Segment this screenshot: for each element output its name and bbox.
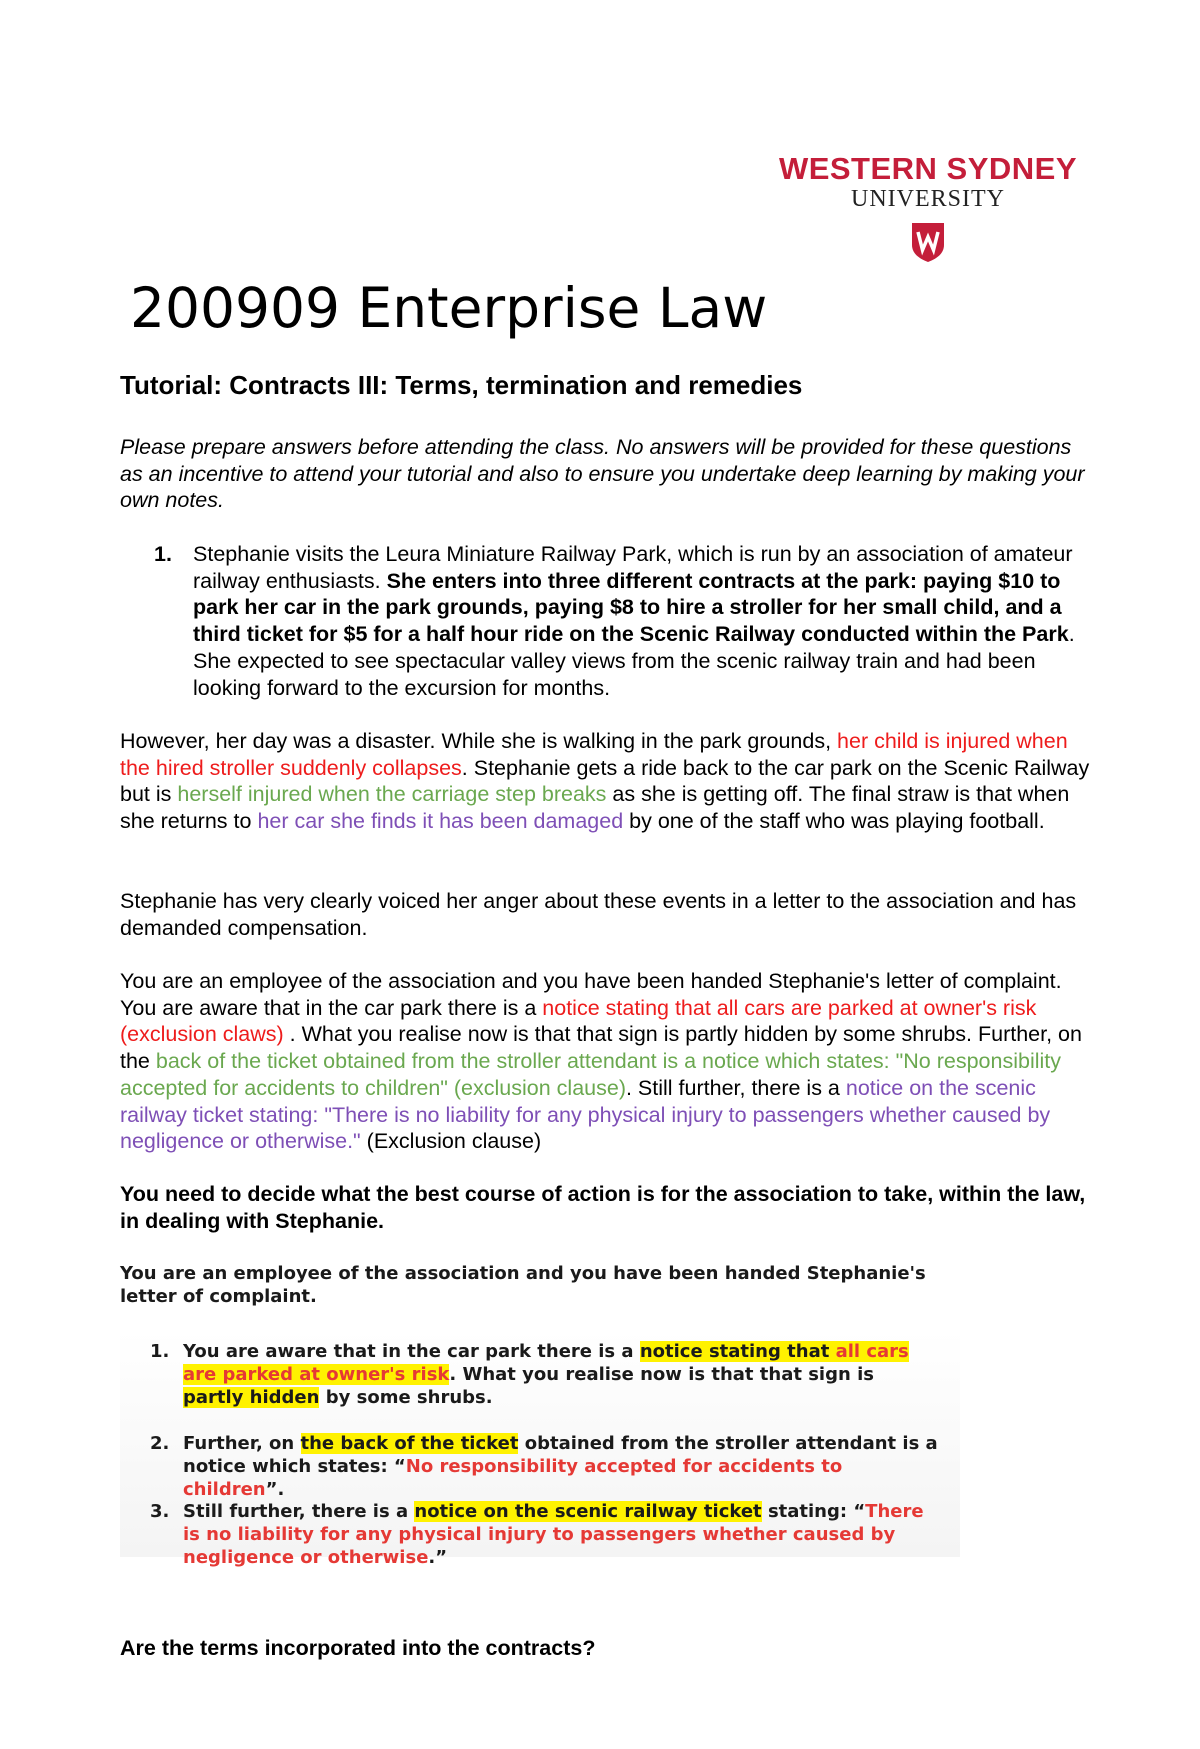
highlight-red: her child is injured when the hired stroller suddenly collapses	[120, 729, 1068, 780]
text-run: . What you realise now is that that sign is	[449, 1364, 874, 1385]
highlight-purple: her car she finds it has been damaged	[257, 809, 624, 834]
question-1	[120, 541, 1090, 701]
list-item	[150, 1432, 940, 1501]
list-number: 2.	[150, 1433, 170, 1454]
text-run: ”.	[265, 1479, 285, 1500]
question-text	[193, 541, 1090, 701]
text-run: obtained from the stroller attendant is a notice which states: “	[183, 1433, 938, 1477]
question-number: 1.	[154, 542, 172, 566]
text-run: Still further, there is a	[183, 1501, 415, 1522]
text-run: You are an employee of the association and you have been handed Stephanie's letter of complaint. You are aware that in the car park there is a	[120, 969, 1062, 1020]
logo-wordmark-line1: WESTERN SYDNEY	[778, 151, 1078, 186]
shield-icon	[910, 221, 946, 263]
scenario-paragraph	[120, 728, 1090, 835]
red-quote: There is no liability for any physical injury to passengers whether caused by negligence or otherwise	[183, 1501, 924, 1568]
list-text	[183, 1500, 940, 1569]
text-run: by one of the staff who was playing football.	[623, 809, 1045, 834]
yellow-highlight: the back of the ticket	[300, 1433, 519, 1454]
text-run: .”	[428, 1547, 448, 1568]
highlight-green: herself injured when the carriage step breaks	[177, 782, 607, 807]
text-run: . Still further, there is a	[625, 1075, 846, 1100]
notice-paragraph	[120, 968, 1090, 1155]
logo-wordmark-line2: UNIVERSITY	[851, 186, 1005, 212]
list-number: 1.	[150, 1341, 170, 1362]
yellow-highlight: notice stating that	[639, 1341, 836, 1362]
list-text	[183, 1432, 940, 1501]
list-number: 3.	[150, 1501, 170, 1522]
text-run: . What you realise now is that that sign is partly hidden by some shrubs. Further, on the	[120, 1022, 1082, 1074]
question-text-part: . She expected to see spectacular valley views from the scenic railway train and had been looking forward to the excursion for months.	[193, 622, 1075, 700]
university-logo	[778, 152, 1078, 263]
text-run: as she is getting off. The final straw is that when she returns to	[120, 782, 1070, 834]
highlight-purple: notice on the scenic railway ticket stating: "There is no liability for any physical injury to passengers whether caused by negligence or otherwise."	[120, 1075, 1051, 1154]
yellow-highlight-red: all cars are parked at owner's risk	[183, 1341, 909, 1385]
complaint-paragraph: Stephanie has very clearly voiced her anger about these events in a letter to the association and has demanded compensation.	[120, 889, 1077, 940]
text-run: However, her day was a disaster. While she is walking in the park grounds,	[120, 729, 838, 753]
screenshot-header: You are an employee of the association and you have been handed Stephanie's letter of complaint.	[120, 1263, 926, 1307]
yellow-highlight: notice on the scenic railway ticket	[414, 1501, 762, 1522]
intro-instructions: Please prepare answers before attending the class. No answers will be provided for these questions as an incentive to attend your tutorial and also to ensure you undertake deep learning by making your own notes.	[120, 435, 1085, 513]
tutorial-heading: Tutorial: Contracts III: Terms, termination and remedies	[120, 370, 803, 400]
page-title: 200909 Enterprise Law	[130, 276, 768, 340]
list-item	[150, 1340, 940, 1409]
red-quote: No responsibility accepted for accidents to children	[183, 1456, 843, 1500]
question-text-part: Stephanie visits the Leura Miniature Railway Park, which is run by an association of amateur railway enthusiasts.	[193, 542, 1073, 593]
text-run: stating: “	[761, 1501, 866, 1522]
text-run: by some shrubs.	[319, 1387, 493, 1408]
text-run: You are aware that in the car park there is a	[183, 1341, 640, 1362]
text-run: (Exclusion clause)	[360, 1129, 542, 1154]
screenshot-list-panel	[120, 1330, 960, 1568]
list-item	[150, 1500, 940, 1569]
text-run: . Stephanie gets a ride back to the car park on the Scenic Railway but is	[120, 755, 1090, 807]
text-run: Further, on	[183, 1433, 301, 1454]
highlight-red: notice stating that all cars are parked at owner's risk (exclusion claws)	[120, 995, 1037, 1047]
highlight-green: back of the ticket obtained from the stroller attendant is a notice which states: "No responsibility accepted for accidents to children" (exclusion clause)	[120, 1049, 1061, 1100]
task-statement: You need to decide what the best course of action is for the association to take, within the law, in dealing with Stephanie.	[120, 1182, 1086, 1233]
list-text	[183, 1340, 940, 1409]
embedded-screenshot	[120, 1262, 960, 1568]
question-text-bold: She enters into three different contracts at the park: paying $10 to park her car in the park grounds, paying $8 to hire a stroller for her small child, and a third ticket for $5 for a half hour ride on the Scenic Railway conducted within the Park	[193, 568, 1069, 647]
final-question: Are the terms incorporated into the contracts?	[120, 1636, 596, 1660]
yellow-highlight: partly hidden	[183, 1387, 320, 1408]
